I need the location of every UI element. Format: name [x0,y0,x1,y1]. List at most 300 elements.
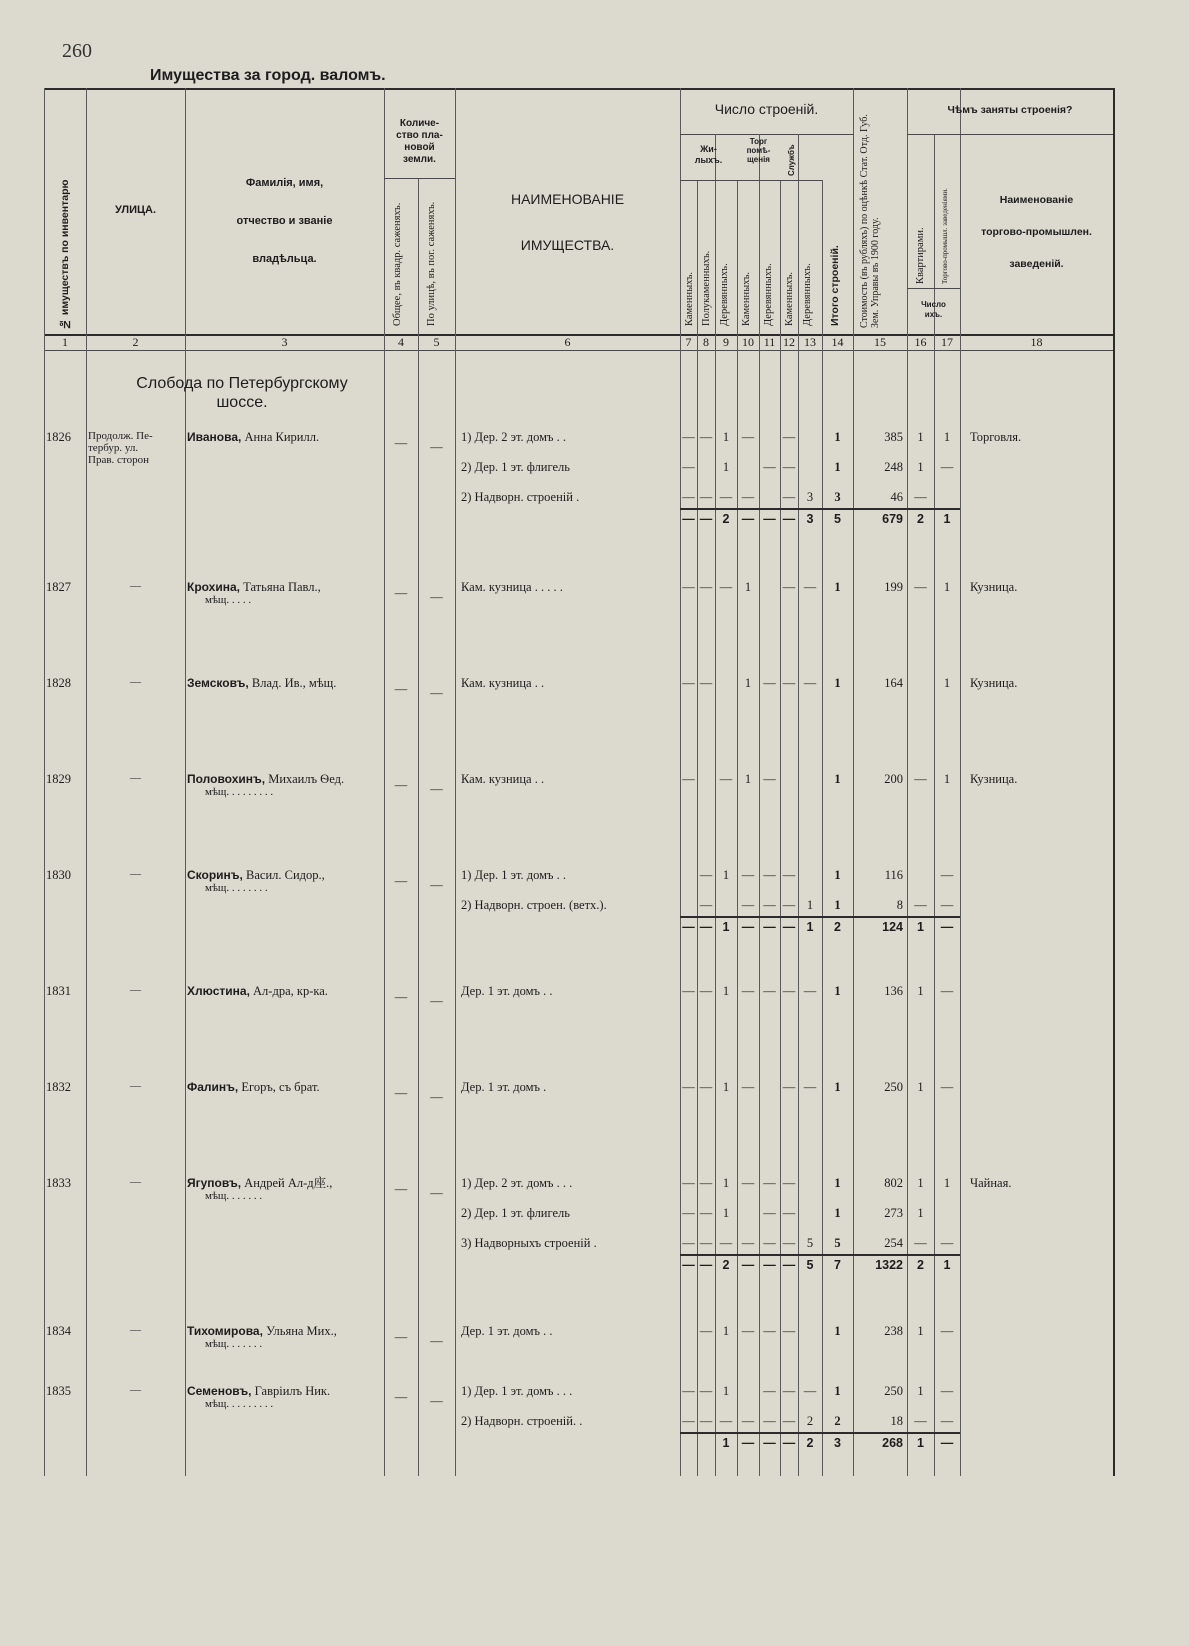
trade-count: — [940,868,954,882]
building-count: — [699,430,713,444]
subtotal-count: — [763,1258,776,1272]
column-number: 17 [941,335,953,349]
establishment-name: Кузница. [970,580,1018,594]
subtotal-count: — [741,920,755,934]
apartments-count: 1 [917,1080,924,1094]
subtotal-valuation: 124 [882,920,903,934]
street-name: — [130,1324,141,1336]
header-col11: Деревянныхъ. [763,263,774,326]
apartments-count: — [914,1414,927,1428]
building-count: — [782,1414,796,1428]
building-count: 1 [834,1384,841,1398]
building-count: — [741,490,755,504]
header-land-group: Количе- ство пла- новой земли. [396,118,443,165]
land-street: — [430,1090,443,1104]
land-street: — [430,878,443,892]
column-number: 3 [281,335,288,349]
building-count: — [763,1206,776,1220]
page-number: 260 [62,40,92,62]
building-count: — [782,460,796,474]
buildings-sub-rule [680,180,822,181]
subtotal-count: — [699,920,713,934]
building-count: — [682,984,695,998]
column-number: 16 [914,335,927,349]
subtotal-count: — [741,1436,755,1450]
building-count: — [763,676,776,690]
valuation: 116 [884,868,903,882]
owner-rank: мѣщ. . . . . . . . [205,882,268,894]
building-count: 5 [806,1236,814,1250]
street-name: — [130,580,141,592]
building-count: — [699,868,713,882]
building-count: — [741,1236,755,1250]
column-number: 10 [742,335,754,349]
building-count: — [719,1414,733,1428]
subcolumn-rule [798,180,799,1476]
subtotal-count: 2 [722,512,730,526]
entry-id: 1834 [46,1324,71,1338]
trade-count: — [940,460,954,474]
entry-id: 1832 [46,1080,71,1094]
building-count: — [741,868,755,882]
owner-rank: мѣщ. . . . . [205,594,252,606]
street-name: — [130,868,141,880]
column-number: 1 [62,335,68,349]
property-name: Кам. кузница . . . . . [461,580,563,594]
header-col18: Наименованіе торгово-промышлен. заведеній. [981,194,1092,270]
subtotal-count: — [699,512,713,526]
section-title: Слобода по Петербургскому шоссе. [136,375,348,411]
building-count: — [682,580,695,594]
land-total: — [394,874,408,888]
owner-name: Тихомирова, Ульяна Мих., [187,1324,337,1338]
subtotal-count: — [782,920,796,934]
valuation: 136 [884,984,903,998]
group-divider [798,134,799,180]
building-count: — [803,1080,817,1094]
header-col14: Итого строеній. [829,245,841,326]
building-count: — [699,580,713,594]
building-count: — [699,898,713,912]
building-count: — [682,490,695,504]
street-name: — [130,676,141,688]
valuation: 250 [884,1080,903,1094]
building-count: — [763,1324,776,1338]
property-name: Кам. кузница . . [461,772,545,786]
subtotal-count: — [782,512,796,526]
building-count: 1 [834,430,841,444]
land-total: — [394,682,408,696]
street-name: — [130,1080,141,1092]
building-count: — [699,1206,713,1220]
building-count: 1 [834,460,841,474]
property-name: 2) Надворн. строеній . [461,490,580,504]
land-total: — [394,1182,408,1196]
subtotal-count: 7 [834,1258,841,1272]
property-name: Дер. 1 эт. домъ . . [461,1324,553,1338]
building-count: 1 [722,1206,730,1220]
building-count: — [719,772,733,786]
property-name: 2) Надворн. строен. (ветх.). [461,898,607,912]
trade-count: — [940,1080,954,1094]
header-col5: По улицѣ, въ пог. саженяхъ. [426,201,437,326]
header-col6: НАИМЕНОВАНІЕ ИМУЩЕСТВА. [510,191,625,253]
building-count: — [782,868,796,882]
owner-name: Фалинъ, Егоръ, съ брат. [187,1080,320,1094]
owner-rank: мѣщ. . . . . . . [205,1190,263,1202]
property-name: 2) Надворн. строеній. . [461,1414,583,1428]
valuation: 8 [896,898,903,912]
subtotal-apartments: 1 [917,1436,924,1450]
apartments-count: — [914,772,927,786]
valuation: 164 [884,676,903,690]
trade-count: — [940,1236,954,1250]
valuation: 248 [884,460,903,474]
header-col7: Каменныхъ. [684,271,695,326]
land-street: — [430,440,443,454]
entry-id: 1828 [46,676,71,690]
building-count: 1 [744,580,752,594]
trade-count: — [940,1414,954,1428]
column-number: 12 [783,335,795,349]
apartments-count: 1 [917,460,924,474]
building-count: 1 [722,868,730,882]
subtotal-rule [680,508,960,510]
building-count: — [782,1324,796,1338]
land-total: — [394,1330,408,1344]
building-count: 2 [806,1414,814,1428]
subtotal-count: — [682,1258,695,1272]
building-count: — [682,460,695,474]
apartments-count: 1 [917,1206,924,1220]
property-name: 1) Дер. 2 эт. домъ . . [461,430,567,444]
building-count: 1 [722,1080,730,1094]
apartments-count: — [914,580,927,594]
owner-name: Ягуповъ, Андрей Ал-д座., [187,1176,333,1190]
building-count: 1 [834,1206,841,1220]
property-name: Кам. кузница . . [461,676,545,690]
property-name: 3) Надворныхъ строеній . [461,1236,597,1250]
building-count: 5 [834,1236,841,1250]
valuation: 46 [890,490,903,504]
trade-count: 1 [943,1176,951,1190]
building-count: 1 [834,1324,841,1338]
trade-count: 1 [943,580,951,594]
building-count: — [763,1414,776,1428]
apartments-count: — [914,490,927,504]
building-count: — [699,1080,713,1094]
subtotal-apartments: 2 [917,1258,924,1272]
trade-count: — [940,1384,954,1398]
trade-count: 1 [943,676,951,690]
building-count: — [782,430,796,444]
subtotal-count: — [763,512,776,526]
owner-name: Земсковъ, Влад. Ив., мѣщ. [187,676,337,690]
subcolumn-rule [780,180,781,1476]
building-count: — [699,1414,713,1428]
building-count: — [741,984,755,998]
valuation: 200 [884,772,903,786]
header-services: Службъ [787,144,796,176]
apartments-count: 1 [917,1384,924,1398]
building-count: 1 [834,868,841,882]
building-count: — [763,898,776,912]
building-count: — [719,1236,733,1250]
table-top-rule [44,88,1113,90]
owner-name: Хлюстина, Ал-дра, кр-ка. [187,984,328,998]
building-count: — [782,1080,796,1094]
apartments-count: 1 [917,1176,924,1190]
trade-count: — [940,984,954,998]
building-count: — [803,676,817,690]
land-total: — [394,436,408,450]
header-col13: Деревянныхъ. [802,263,813,326]
land-total: — [394,1086,408,1100]
building-count: 1 [834,984,841,998]
land-total: — [394,778,408,792]
building-count: 1 [722,1176,730,1190]
trade-count: — [940,898,954,912]
land-total: — [394,586,408,600]
street-name: — [130,772,141,784]
building-count: — [763,460,776,474]
subtotal-count: — [682,920,695,934]
subtotal-count: — [763,920,776,934]
building-count: 1 [722,1384,730,1398]
subtotal-count: — [782,1258,796,1272]
subtotal-rule [680,1432,960,1434]
land-group-rule [384,178,455,179]
header-buildings-group: Число строеній. [714,101,819,117]
valuation: 250 [884,1384,903,1398]
apartments-count: — [914,1236,927,1250]
subtotal-count: — [682,512,695,526]
establishment-name: Торговля. [970,430,1022,444]
building-count: — [699,490,713,504]
header-col16: Квартирами. [915,227,926,284]
column-number: 15 [874,335,886,349]
subtotal-trade: — [940,1436,954,1450]
building-count: — [741,1080,755,1094]
subtotal-valuation: 268 [882,1436,903,1450]
subtotal-count: 1 [806,920,814,934]
building-count: — [782,676,796,690]
building-count: — [699,984,713,998]
building-count: — [682,1414,695,1428]
building-count: 1 [722,1324,730,1338]
column-number: 5 [433,335,440,349]
building-count: 1 [834,898,841,912]
header-col1: № имуществъ по инвентарю [59,179,71,330]
column-number: 7 [685,335,692,349]
building-count: 1 [834,772,841,786]
building-count: — [741,898,755,912]
building-count: — [741,1414,755,1428]
property-name: 1) Дер. 1 эт. домъ . . [461,868,567,882]
valuation: 254 [884,1236,903,1250]
subcolumn-rule [697,180,698,1476]
owner-name: Половохинъ, Михаилъ Ѳед. [187,772,345,786]
street-name: — [130,984,141,996]
subtotal-apartments: 2 [917,512,924,526]
column-number: 6 [564,335,571,349]
valuation: 385 [884,430,903,444]
building-count: 1 [722,984,730,998]
building-count: — [719,580,733,594]
subcolumn-rule [418,178,419,1476]
header-count: Число ихъ. [921,300,946,319]
building-count: — [782,1384,796,1398]
building-count: 3 [806,490,814,504]
building-count: — [803,984,817,998]
property-name: Дер. 1 эт. домъ . . [461,984,553,998]
building-count: — [699,1384,713,1398]
header-occupied-group: Чѣмъ заняты строенія? [947,104,1073,116]
entry-id: 1830 [46,868,71,882]
subcolumn-rule [715,180,716,1476]
running-title: Имущества за город. валомъ. [150,67,386,84]
subtotal-trade: 1 [943,512,951,526]
entry-id: 1831 [46,984,71,998]
building-count: — [782,490,796,504]
owner-name: Крохина, Татьяна Павл., [187,580,321,594]
establishment-name: Кузница. [970,676,1018,690]
owner-name: Скоринъ, Васил. Сидор., [187,868,325,882]
subtotal-count: 1 [722,920,730,934]
building-count: — [682,1176,695,1190]
building-count: — [719,490,733,504]
header-col15: Стоимость (въ рубляхъ) по оцѣнкѣ Стат. Отд. Губ. Зем. Управы въ 1900 году. [859,114,881,328]
buildings-group-rule [680,134,853,135]
building-count: 3 [834,490,841,504]
subtotal-count: 2 [806,1436,814,1450]
land-street: — [430,1186,443,1200]
valuation: 238 [884,1324,903,1338]
column-number: 11 [763,335,776,349]
building-count: — [682,772,695,786]
street-name: — [130,1384,141,1396]
subtotal-rule [680,1254,960,1256]
land-street: — [430,686,443,700]
building-count: — [741,1324,755,1338]
building-count: — [682,430,695,444]
subtotal-count: 5 [806,1258,814,1272]
land-street: — [430,782,443,796]
land-street: — [430,1334,443,1348]
trade-count: 1 [943,772,951,786]
subtotal-count: — [741,512,755,526]
valuation: 18 [890,1414,903,1428]
subtotal-count: 1 [722,1436,730,1450]
owner-rank: мѣщ. . . . . . . . . [205,786,274,798]
owner-rank: мѣщ. . . . . . . . . [205,1398,274,1410]
column-rule [455,88,456,1476]
land-street: — [430,1394,443,1408]
building-count: — [699,676,713,690]
header-col17: Торгово-промышл. заведеніями. [941,188,949,284]
building-count: — [763,1176,776,1190]
building-count: — [699,1236,713,1250]
subcolumn-rule [737,180,738,1476]
building-count: — [763,1236,776,1250]
subcolumn-rule [759,180,760,1476]
left-border [44,88,45,1476]
land-total: — [394,1390,408,1404]
building-count: 2 [834,1414,841,1428]
building-count: 1 [722,430,730,444]
column-number: 8 [703,335,709,349]
column-number: 2 [132,335,139,349]
building-count: — [682,1384,695,1398]
land-street: — [430,590,443,604]
column-number: 9 [723,335,729,349]
building-count: — [682,1206,695,1220]
subtotal-count: — [699,1258,713,1272]
property-name: Дер. 1 эт. домъ . [461,1080,547,1094]
street-name: Продолж. Пе- тербур. ул. Прав. сторон [88,430,153,466]
column-rule [86,88,87,1476]
building-count: 1 [744,772,752,786]
apartments-count: 1 [917,1324,924,1338]
column-number: 4 [398,335,404,349]
building-count: — [763,868,776,882]
entry-id: 1826 [46,430,71,444]
header-residential: Жи- лыхъ. [694,144,723,165]
owner-name: Семеновъ, Гавріилъ Ник. [187,1384,331,1398]
entry-id: 1833 [46,1176,71,1190]
header-col8: Полукаменныхъ. [701,250,712,326]
land-total: — [394,990,408,1004]
subtotal-rule [680,916,960,918]
building-count: 1 [722,460,730,474]
header-col2: УЛИЦА. [114,204,157,216]
entry-id: 1835 [46,1384,71,1398]
building-count: — [741,1176,755,1190]
subtotal-trade: 1 [943,1258,951,1272]
establishment-name: Чайная. [970,1176,1012,1190]
building-count: — [803,580,817,594]
building-count: — [699,1176,713,1190]
header-col9: Деревянныхъ. [719,263,730,326]
valuation: 273 [884,1206,903,1220]
subcolumn-rule [822,180,823,1476]
building-count: — [782,1236,796,1250]
header-col10: Каменныхъ. [741,271,752,326]
building-count: — [782,1176,796,1190]
subtotal-valuation: 679 [882,512,903,526]
building-count: — [803,1384,817,1398]
apartments-count: 1 [917,430,924,444]
property-name: 2) Дер. 1 эт. флигель [461,1206,570,1220]
building-count: 1 [834,580,841,594]
entry-id: 1829 [46,772,71,786]
entry-id: 1827 [46,580,71,594]
subtotal-apartments: 1 [917,920,924,934]
building-count: — [782,898,796,912]
land-street: — [430,994,443,1008]
building-count: — [682,1236,695,1250]
header-col3: Фамилія, имя, отчество и званіе владѣльца. [236,177,333,265]
subtotal-count: 5 [834,512,841,526]
building-count: — [763,772,776,786]
building-count: — [741,430,755,444]
building-count: — [782,580,796,594]
street-name: — [130,1176,141,1188]
apartments-count: — [914,898,927,912]
building-count: 1 [834,1176,841,1190]
header-trade: Торг помѣ- щенія [746,137,771,164]
column-number: 18 [1030,335,1043,349]
